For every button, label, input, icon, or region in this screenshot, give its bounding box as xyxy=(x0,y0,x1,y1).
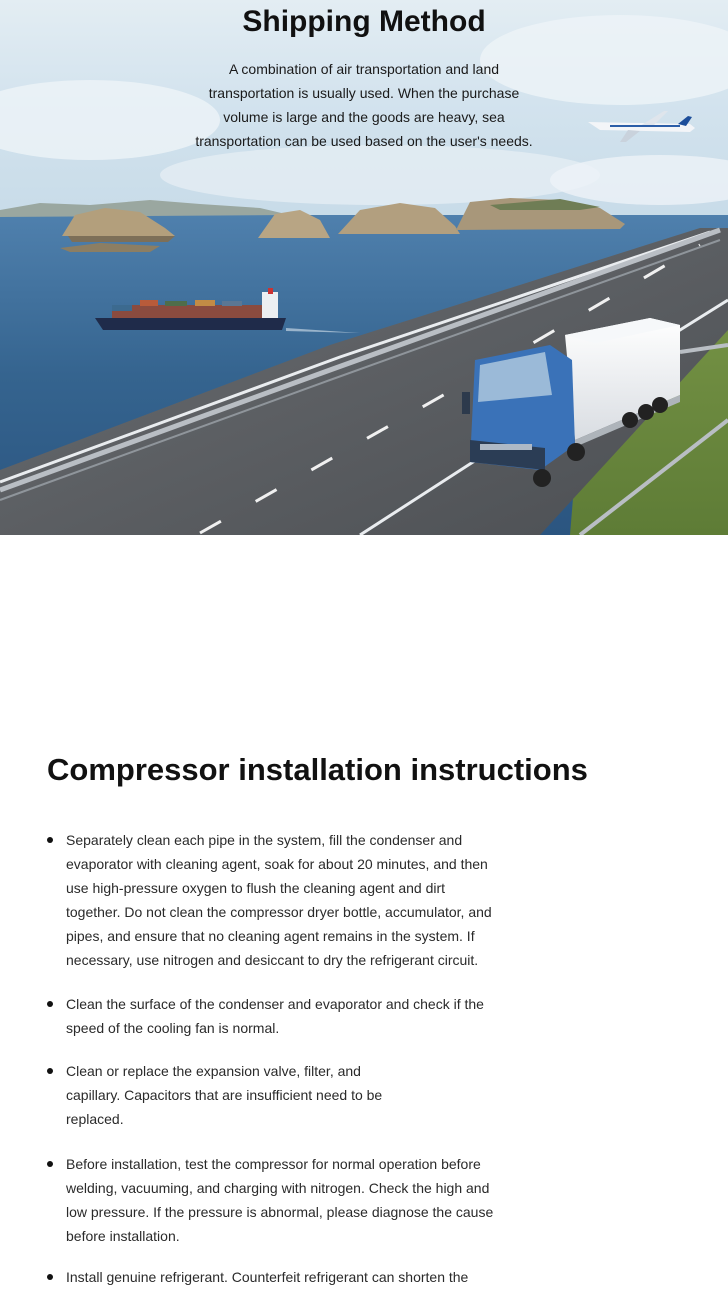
shipping-description: A combination of air transportation and land transportation is usually used. When the purchase volume is large and the goods are heavy, sea transportation can be used based on the user's needs. xyxy=(195,61,533,149)
bullet-icon xyxy=(47,1001,53,1007)
installation-title: Compressor installation instructions xyxy=(47,752,588,787)
installation-list xyxy=(47,828,497,1289)
bullet-icon xyxy=(47,1068,53,1074)
list-item xyxy=(47,828,497,972)
bullet-icon xyxy=(47,1274,53,1280)
list-item-text: Clean the surface of the condenser and evaporator and check if the speed of the cooling fan is normal. xyxy=(66,996,484,1036)
list-item xyxy=(47,1059,411,1131)
list-item xyxy=(47,992,497,1040)
list-item-text: Clean or replace the expansion valve, filter, and capillary. Capacitors that are insufficient need to be replaced. xyxy=(66,1063,383,1127)
list-item-text: Separately clean each pipe in the system, fill the condenser and evaporator with cleaning agent, soak for about 20 minutes, and then use high-pressure oxygen to flush the cleaning agent and dirt together. Do not clean the compressor dryer bottle, accumulator, and pipes, and ensure that no cleaning agent remains in the system. If necessary, use nitrogen and desiccant to dry the refrigerant circuit. xyxy=(66,832,492,968)
bullet-icon xyxy=(47,837,53,843)
list-item-text: Before installation, test the compressor for normal operation before welding, vacuuming, and charging with nitrogen. Check the high and low pressure. If the pressure is abnormal, please diagnose the cause before installation. xyxy=(66,1156,494,1244)
shipping-hero xyxy=(0,0,728,535)
list-item xyxy=(47,1152,497,1248)
list-item xyxy=(47,1265,497,1289)
bullet-icon xyxy=(47,1161,53,1167)
shipping-title: Shipping Method xyxy=(242,5,486,38)
list-item-text: Install genuine refrigerant. Counterfeit refrigerant can shorten the xyxy=(66,1269,469,1285)
